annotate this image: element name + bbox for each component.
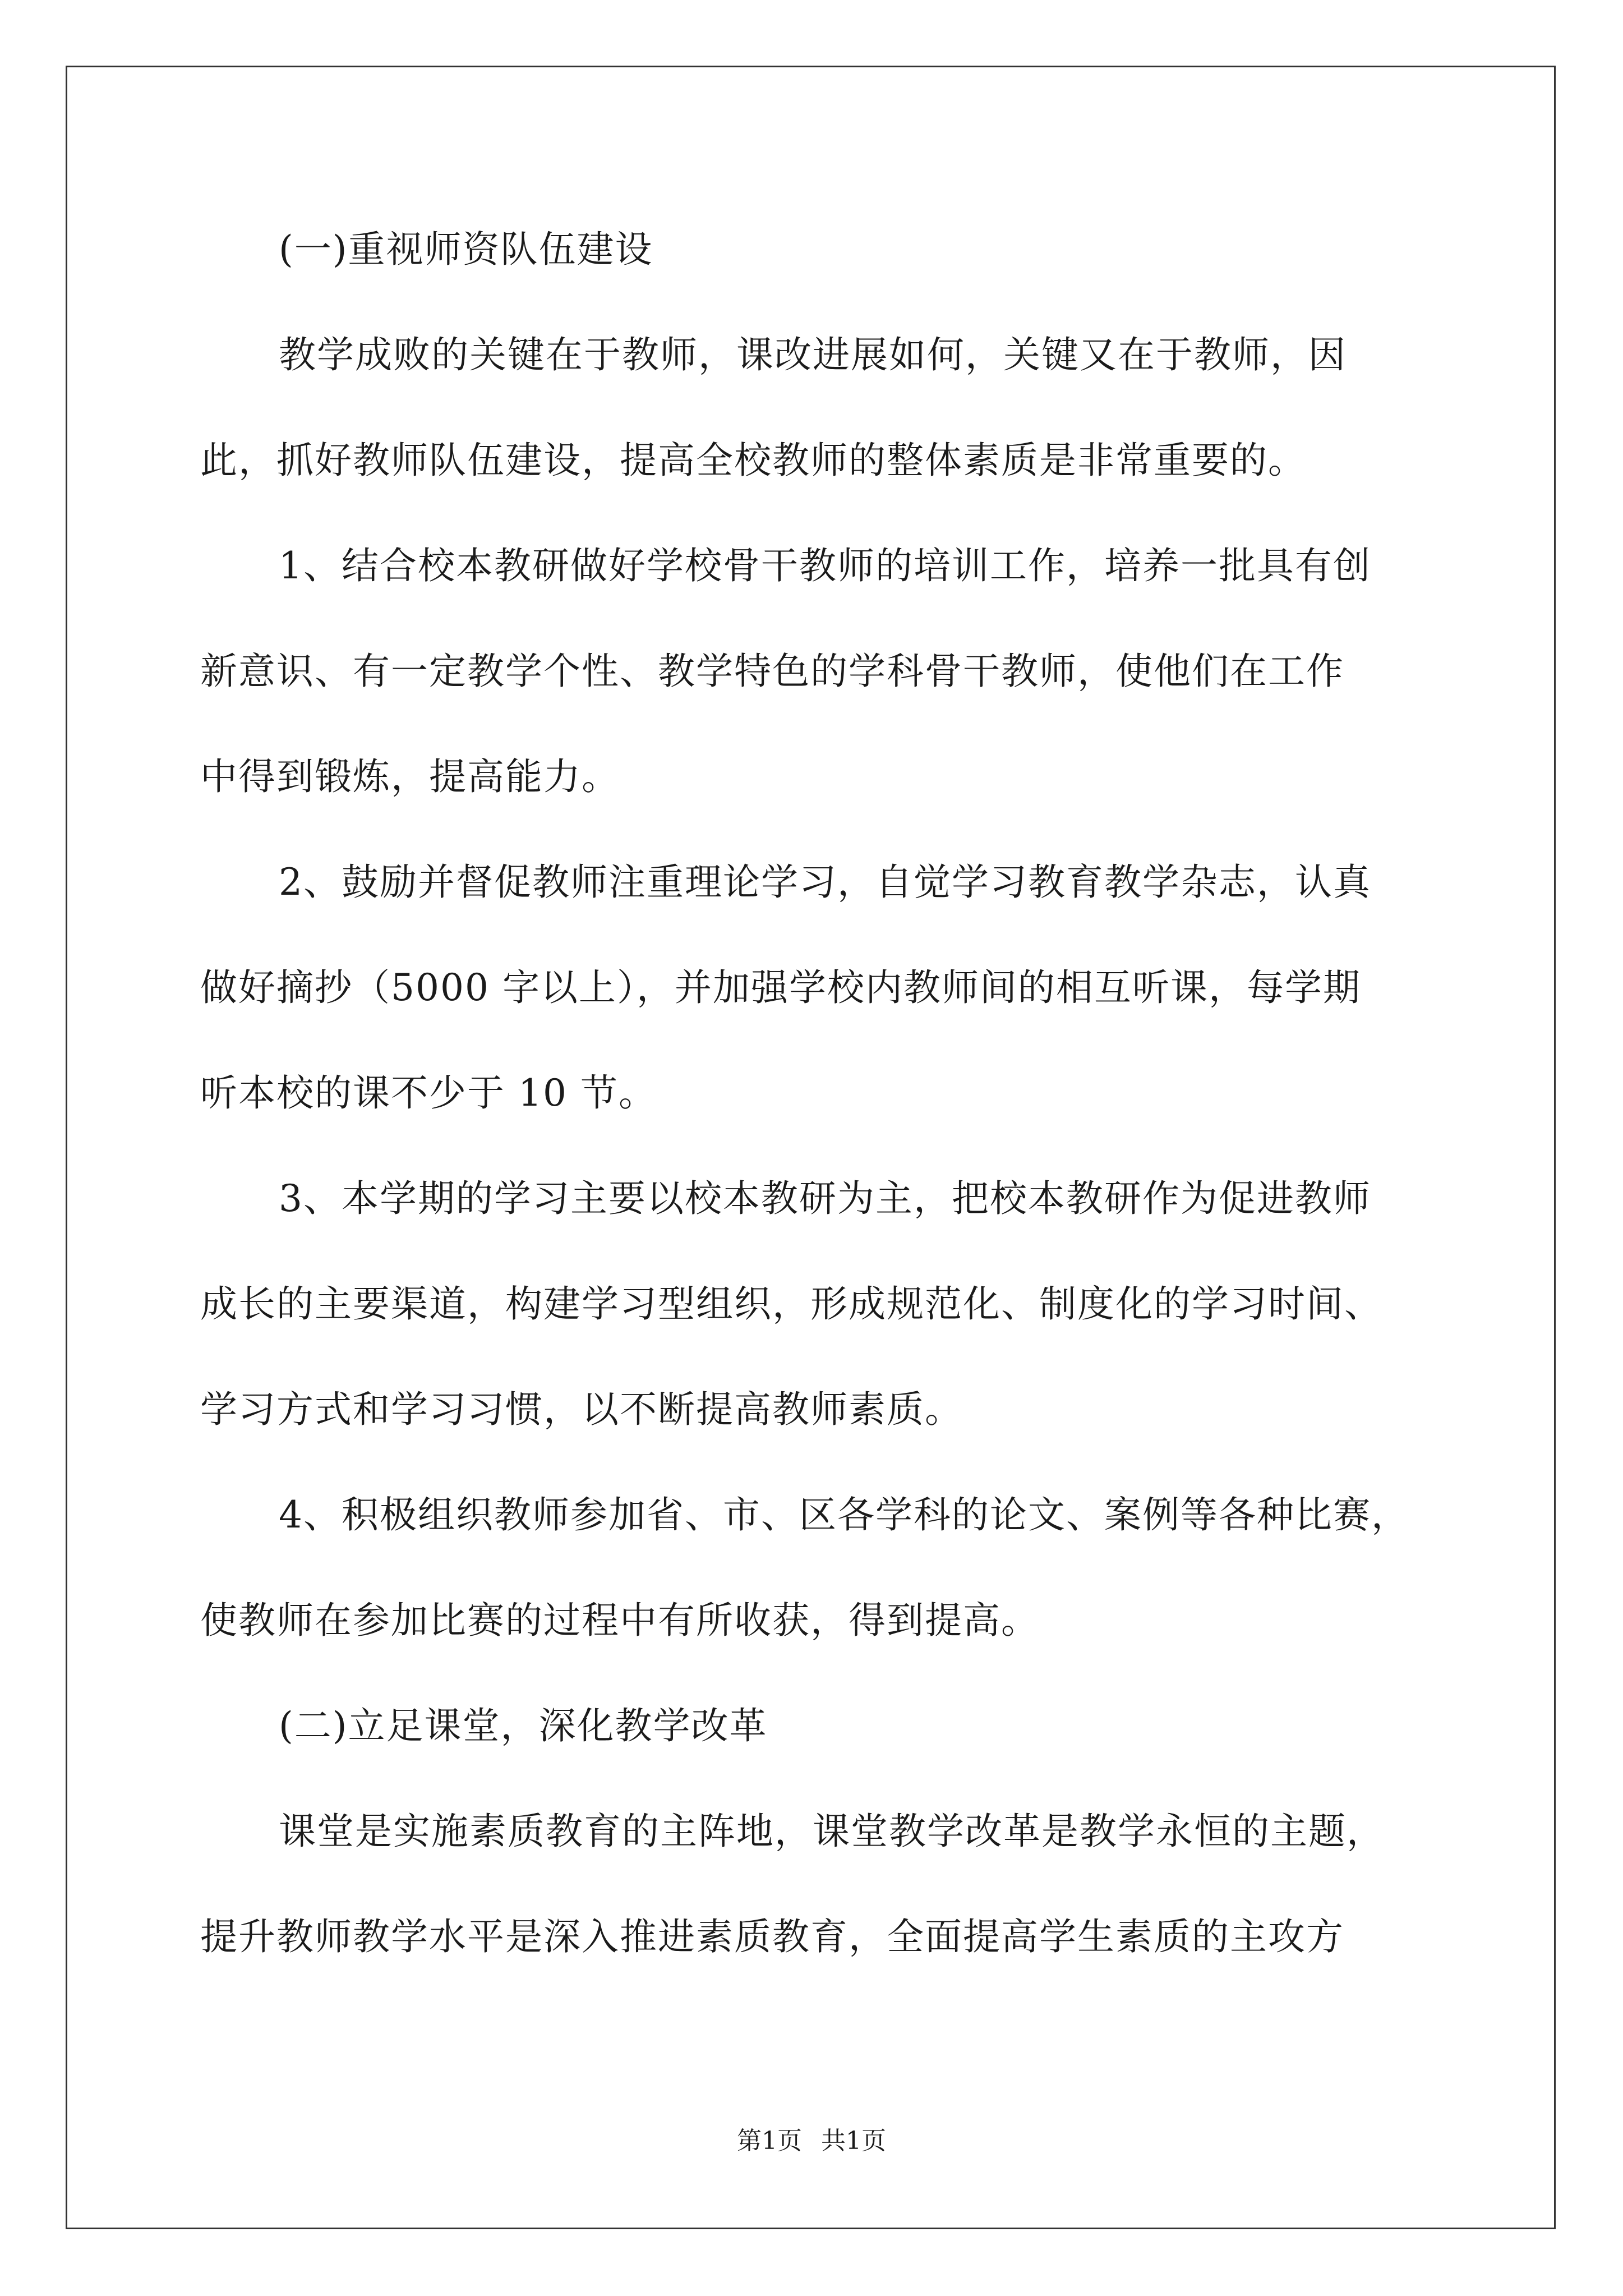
paragraph-line: 3、本学期的学习主要以校本教研为主，把校本教研作为促进教师 (279, 1177, 1371, 1220)
document-body (200, 213, 1417, 2006)
paragraph-line: 2、鼓励并督促教师注重理论学习，自觉学习教育教学杂志，认真 (279, 861, 1371, 904)
paragraph-line: 提升教师教学水平是深入推进素质教育，全面提高学生素质的主攻方 (200, 1915, 1344, 1958)
paragraph-line: 使教师在参加比赛的过程中有所收获，得到提高。 (200, 1599, 1039, 1642)
paragraph-line: 课堂是实施素质教育的主阵地，课堂教学改革是教学永恒的主题， (279, 1810, 1385, 1853)
paragraph-line: 中得到锻炼，提高能力。 (200, 755, 620, 798)
paragraph-line: 1、结合校本教研做好学校骨干教师的培训工作，培养一批具有创 (279, 544, 1371, 587)
page-footer (0, 2120, 1623, 2156)
page-number-total: 共1页 (821, 2127, 886, 2155)
paragraph-line: 做好摘抄（5000 字以上），并加强学校内教师间的相互听课，每学期 (200, 966, 1361, 1009)
section-heading-1: (一)重视师资队伍建设 (279, 228, 653, 271)
paragraph-line: 学习方式和学习习惯，以不断提高教师素质。 (200, 1388, 963, 1431)
paragraph-line: 新意识、有一定教学个性、教学特色的学科骨干教师，使他们在工作 (200, 650, 1344, 693)
section-heading-2: (二)立足课堂，深化教学改革 (279, 1704, 768, 1747)
paragraph-line: 4、积极组织教师参加省、市、区各学科的论文、案例等各种比赛， (279, 1493, 1409, 1536)
paragraph-line: 教学成败的关键在于教师，课改进展如何，关键又在于教师，因 (279, 333, 1347, 376)
paragraph-line: 听本校的课不少于 10 节。 (200, 1071, 657, 1115)
paragraph-line: 成长的主要渠道，构建学习型组织，形成规范化、制度化的学习时间、 (200, 1282, 1382, 1326)
paragraph-line: 此，抓好教师队伍建设，提高全校教师的整体素质是非常重要的。 (200, 439, 1306, 482)
page-number-current: 第1页 (737, 2127, 802, 2155)
